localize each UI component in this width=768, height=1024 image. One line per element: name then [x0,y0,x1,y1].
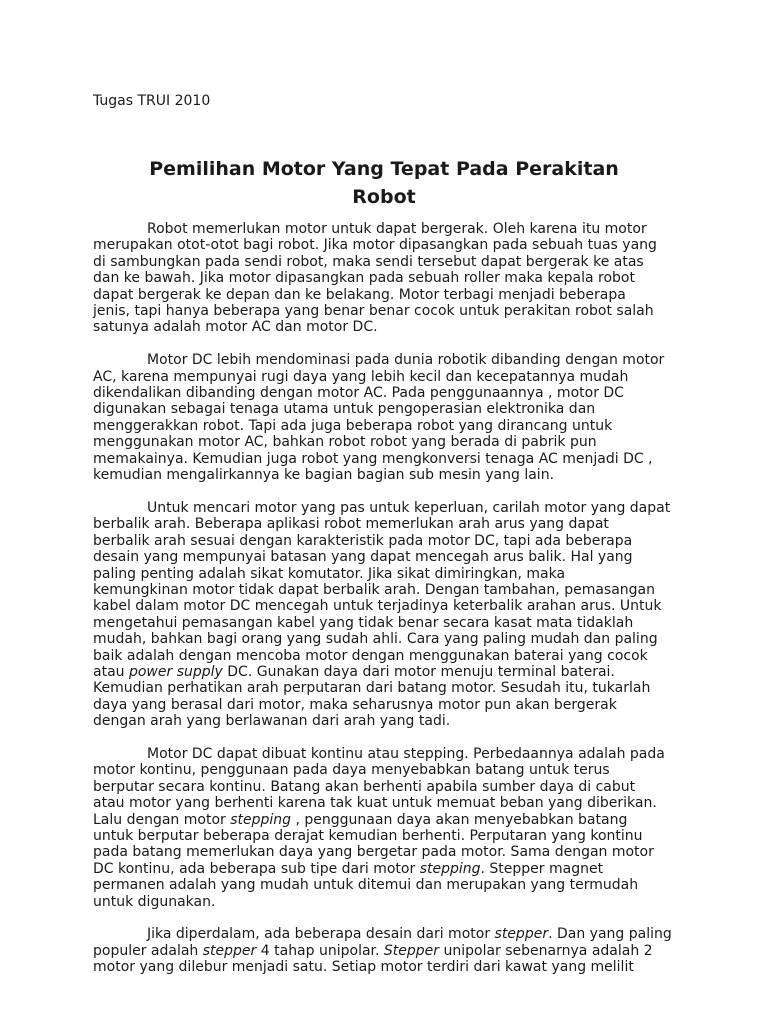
text-run: DC. Gunakan daya dari motor menuju terminal baterai. [222,663,615,680]
text-line [93,894,683,910]
text-line [93,959,683,975]
document-title [93,155,675,211]
text-run: berbalik arah sesuai dengan karakteristik pada motor DC, tapi ada beberapa [93,532,633,549]
body-paragraph [93,352,683,483]
text-line [93,303,683,319]
italic-term: stepping [419,860,481,877]
text-run: permanen adalah yang mudah untuk ditemui dan merupakan yang termudah [93,877,639,894]
text-run: untuk digunakan. [93,893,216,910]
text-run: kabel dalam motor DC mencegah untuk terjadinya keterbalik arahan arus. Untuk [93,598,662,615]
text-line [93,516,683,532]
text-run: Motor DC dapat dibuat kontinu atau stepping. Perbedaannya adalah pada [147,745,665,762]
text-line [93,926,683,942]
text-run: atau motor yang berhenti karena tak kuat untuk memuat beban yang diberikan. [93,795,657,812]
text-run: daya yang berasal dari motor, maka seharusnya motor pun akan bergerak [93,696,617,713]
text-run: untuk berputar beberapa derajat kemudian berhenti. Perputaran yang kontinu [93,827,643,844]
text-line [93,434,683,450]
text-run: Lalu dengan motor [93,811,231,828]
text-run: digunakan sebagai tenaga utama untuk pengoperasian elektronika dan [93,401,596,418]
text-run: populer adalah [93,942,203,959]
text-line [93,319,683,335]
text-run: kemungkinan motor tidak dapat berbalik arah. Dengan tambahan, pemasangan [93,581,656,598]
text-line [93,828,683,844]
text-line [93,664,683,680]
text-line [93,369,683,385]
text-run: DC kontinu, ada beberapa sub tipe dari motor [93,860,420,877]
text-line [93,582,683,598]
text-line [93,385,683,401]
text-run: memakainya. Kemudian juga robot yang mengkonversi tenaga AC menjadi DC , [93,450,653,467]
title-line: Pemilihan Motor Yang Tepat Pada Perakitan [149,158,619,180]
body-paragraph [93,500,683,730]
text-line [93,762,683,778]
text-line [93,648,683,664]
text-line [93,844,683,860]
text-line [93,615,683,631]
title-line: Robot [352,186,416,208]
text-run: di sambungkan pada sendi robot, maka sendi tersebut dapat bergerak ke atas [93,253,644,270]
text-run: unipolar sebenarnya adalah 2 [439,942,653,959]
text-line [93,237,683,253]
text-run: baik adalah dengan mencoba motor dengan menggunakan baterai yang cocok [93,647,648,664]
text-run: dapat bergerak ke depan dan ke belakang. Motor terbagi menjadi beberapa [93,286,626,303]
text-line [93,467,683,483]
italic-term: power supply [128,663,223,680]
text-run: mudah, bahkan bagi orang yang sudah ahli. Cara yang paling mudah dan paling [93,631,658,648]
text-line [93,631,683,647]
text-line [93,680,683,696]
text-line [93,287,683,303]
text-run: Motor DC lebih mendominasi pada dunia robotik dibanding dengan motor [147,352,665,369]
text-line [93,270,683,286]
text-line [93,943,683,959]
text-line [93,566,683,582]
text-run: merupakan otot-otot bagi robot. Jika motor dipasangkan pada sebuah tuas yang [93,237,657,254]
text-line [93,746,683,762]
body-paragraph [93,926,683,975]
text-run: berbalik arah. Beberapa aplikasi robot memerlukan arah arus yang dapat [93,516,609,533]
text-line [93,221,683,237]
text-line [93,500,683,516]
body-text [93,221,683,992]
text-run: mengetahui pemasangan kabel yang tidak benar secara kasat mata tidaklah [93,614,634,631]
italic-term: stepping [230,811,292,828]
text-run: paling penting adalah sikat komutator. Jika sikat dimiringkan, maka [93,565,566,582]
text-run: kemudian mengalirkannya ke bagian bagian sub mesin yang lain. [93,467,555,484]
text-run: . Stepper magnet [480,860,604,877]
text-run: Robot memerlukan motor untuk dapat bergerak. Oleh karena itu motor [147,221,647,237]
italic-term: stepper [494,926,549,943]
text-run: Kemudian perhatikan arah perputaran dari batang motor. Sesudah itu, tukarlah [93,680,651,697]
text-line [93,254,683,270]
text-run: motor kontinu, penggunaan pada daya menyebabkan batang untuk terus [93,762,610,779]
text-line [93,812,683,828]
body-paragraph [93,746,683,910]
text-run: satunya adalah motor AC dan motor DC. [93,319,378,336]
text-run: dengan arah yang berlawanan dari arah yang tadi. [93,713,451,730]
text-line [93,533,683,549]
text-run: pada batang memerlukan daya yang bergetar pada motor. Sama dengan motor [93,844,654,861]
text-line [93,697,683,713]
text-line [93,418,683,434]
text-run: berputar secara kontinu. Batang akan berhenti apabila sumber daya di cabut [93,778,636,795]
text-run: dikendalikan dibanding dengan motor AC. Pada penggunaannya , motor DC [93,385,624,402]
text-run: 4 tahap unipolar. [256,942,384,959]
text-run: Jika diperdalam, ada beberapa desain dari motor [147,926,495,943]
text-run: menggerakkan robot. Tapi ada juga beberapa robot yang dirancang untuk [93,417,613,434]
text-line [93,713,683,729]
italic-term: stepper [202,942,257,959]
text-run: Untuk mencari motor yang pas untuk keperluan, carilah motor yang dapat [147,499,671,516]
text-line [93,401,683,417]
header-note: Tugas TRUI 2010 [93,93,211,109]
text-run: desain yang mempunyai batasan yang dapat mencegah arus balik. Hal yang [93,549,633,566]
text-line [93,598,683,614]
text-line [93,352,683,368]
text-run: . Dan yang paling [548,926,672,943]
text-run: motor yang dilebur menjadi satu. Setiap motor terdiri dari kawat yang melilit [93,959,634,976]
text-line [93,451,683,467]
text-run: jenis, tapi hanya beberapa yang benar benar cocok untuk perakitan robot salah [93,303,654,320]
text-line [93,877,683,893]
text-run: menggunakan motor AC, bahkan robot robot yang berada di pabrik pun [93,434,597,451]
text-run: AC, karena mempunyai rugi daya yang lebih kecil dan kecepatannya mudah [93,368,629,385]
text-run: atau [93,663,129,680]
text-run: , penggunaan daya akan menyebabkan batang [291,811,628,828]
text-run: dan ke bawah. Jika motor dipasangkan pada sebuah roller maka kepala robot [93,270,635,287]
body-paragraph [93,221,683,336]
text-line [93,549,683,565]
italic-term: Stepper [383,942,440,959]
text-line [93,861,683,877]
text-line [93,795,683,811]
text-line [93,779,683,795]
